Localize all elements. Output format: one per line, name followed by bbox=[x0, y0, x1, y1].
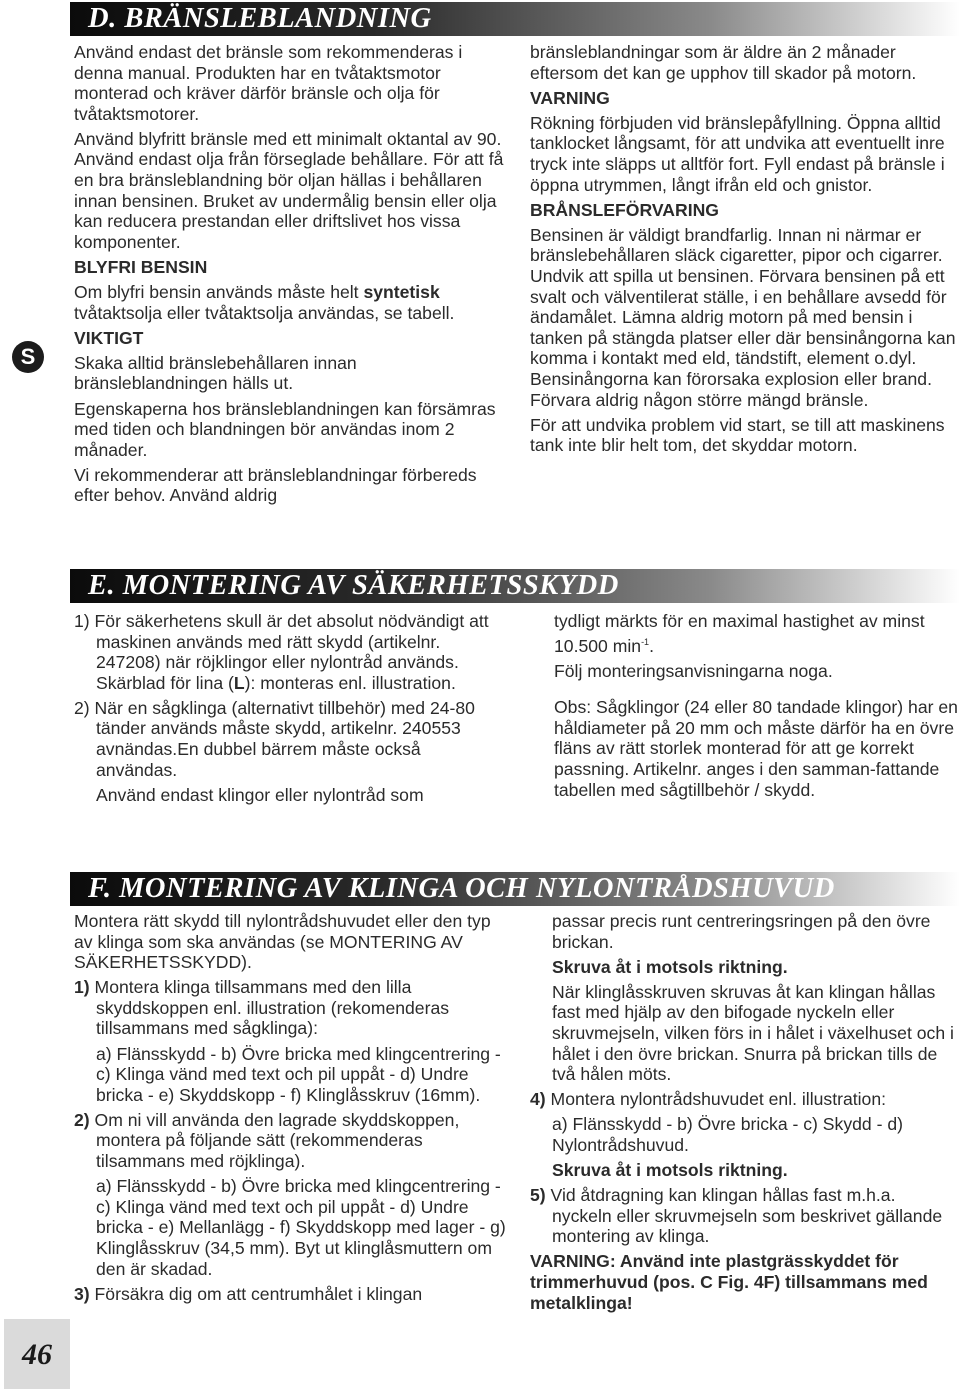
section-e-title: E. MONTERING AV SÄKERHETSSKYDD bbox=[88, 570, 619, 601]
blade-intro-paragraph: Montera rätt skydd till nylontrådshuvudet eller den typ av klinga som ska användas (se MONTERING AV SÄKERHETSSKYDD). bbox=[74, 911, 491, 973]
step-4-parts: a) Flänsskydd - b) Övre bricka - c) Skydd - d) Nylontrådshuvud. bbox=[552, 1114, 903, 1155]
page-number-box bbox=[4, 1319, 70, 1389]
step-2: 2) Om ni vill använda den lagrade skyddskoppen, montera på följande sätt (rekommenderas tilsammans med röjklinga). bbox=[74, 1109, 460, 1172]
section-d-right-column bbox=[530, 42, 960, 460]
step-1: 1) Montera klinga tillsammans med den lilla skyddskoppen enl. illustration (rekomenderas tillsammans med sågklinga): bbox=[74, 977, 450, 1039]
step-1-parts: a) Flänsskydd - b) Övre bricka med klingcentrering - c) Klinga vänd med text och pil uppåt - d) Undre bricka - e) Skyddskopp - f) Klinglåsskruv (16mm). bbox=[96, 1043, 501, 1105]
section-e-left-column bbox=[74, 611, 504, 810]
section-d-title: D. BRÄNSLEBLANDNING bbox=[88, 3, 432, 34]
section-d-banner bbox=[70, 2, 960, 36]
saw-blade-note-paragraph: Obs: Sågklingor (24 eller 80 tandade klingor) har en håldiameter på 20 mm och måste därför ha en övre fläns av rätt storlek monterad för att ge korrekt passning. Artikelnr. anges i den samman-fattande tabellen med sågtillbehör / skydd. bbox=[554, 697, 958, 800]
step-4: 4) Montera nylontrådshuvudet enl. illustration: bbox=[530, 1089, 886, 1110]
prepare-as-needed-paragraph: Vi rekommenderar att bränsleblandningar förbereds efter behov. Använd aldrig bbox=[74, 464, 477, 506]
hold-blade-paragraph: När klinglåsskruven skruvas åt kan klingan hållas fast med hjälp av den bifogade nyckeln eller skruvmejseln, vilken förs in i hålet i växelhuset och i hålet i den övre brickan. Snurra på brickan tills de två hålen möts. bbox=[552, 981, 954, 1085]
follow-instructions-paragraph: Följ monteringsanvisningarna noga. bbox=[554, 660, 833, 681]
guard-item-2: 2) När en sågklinga (alternativt tillbehör) med 24-80 tänder används måste skydd, artikelnr. 240553 avnändas.En dubbel bärrem måste också användas. bbox=[74, 697, 475, 780]
plastic-guard-warning: VARNING: Använd inte plastgrässkyddet för trimmerhuvud (pos. C Fig. 4F) tillsammans med metalklinga! bbox=[530, 1251, 928, 1313]
varning-paragraph: Rökning förbjuden vid bränslepåfyllning. Öppna alltid tanklocket långsamt, för att undvika att eventuellt inre tryck inte släpps ut alltför fort. Fyll endast på bränsle i öppna utrymmen, långt ifrån eld och gnistor. bbox=[530, 112, 945, 195]
fuel-storage-paragraph: Bensinen är väldigt brandfarlig. Innan ni närmar er bränslebehållaren släck cigaretter, pipor och cigarrer. Undvik att spilla ut bensinen. Förvara bensinen på ett svalt och välventilerat ställe, i en behållare avsedd för ändamålet. Lämna aldrig motorn på med bensin i tanken på stängda platser eller där bensinångorna kan komma i kontakt med eld, tändstift, element o.dyl. Bensinångorna kan förorsaka explosion eller brand. Förvara aldrig någon större mängd bränsle. bbox=[530, 224, 956, 410]
section-f-title: F. MONTERING AV KLINGA OCH NYLONTRÅDSHUVUD bbox=[88, 873, 835, 904]
heading-blyfri-bensin: BLYFRI BENSIN bbox=[74, 256, 208, 277]
section-d-left-column bbox=[74, 42, 504, 510]
tighten-note-1: Skruva åt i motsols riktning. bbox=[552, 956, 788, 977]
heading-bransleforvaring: BRÅNSLEFÖRVARING bbox=[530, 199, 719, 220]
shake-container-paragraph: Skaka alltid bränslebehållaren innan bränsleblandningen hälls ut. bbox=[74, 352, 357, 394]
speed-rating-paragraph: tydligt märkts för en maximal hastighet av minst 10.500 $\min^{-1}$. bbox=[554, 611, 925, 656]
old-mixture-paragraph: bränsleblandningar som är äldre än 2 månader eftersom det kan ge upphov till skador på motorn. bbox=[530, 42, 917, 83]
section-f-left-column bbox=[74, 911, 506, 1309]
step-3: 3) Försäkra dig om att centrumhålet i klingan bbox=[74, 1283, 423, 1304]
unleaded-fuel-paragraph: Använd blyfritt bränsle med ett minimalt oktantal av 90. Använd endast olja från förseglade behållare. För att få en bra bränsleblandning bör oljan hällas i behållaren innan bensinen. Bruket av undermålig bensin eller olja kan reducera prestandan eller driftslivet hos vissa komponenter. bbox=[74, 128, 504, 252]
blyfri-paragraph: Om blyfri bensin används måste helt syntetisk tvåtaktsolja eller tvåtaktsolja användas, se tabell. bbox=[74, 282, 455, 323]
language-tab-badge: S bbox=[12, 341, 44, 373]
section-f-right-column bbox=[530, 911, 958, 1318]
section-e-right-column bbox=[554, 611, 959, 805]
section-f-banner bbox=[70, 872, 960, 906]
fuel-intro-paragraph: Använd endast det bränsle som rekommenderas i denna manual. Produkten har en tvåtaktsmotor monterad och kräver därför bränsle och olja för tvåtaktsmotorer. bbox=[74, 42, 463, 124]
mixture-degrades-paragraph: Egenskaperna hos bränsleblandningen kan försämras med tiden och blandningen bör användas inom 2 månader. bbox=[74, 398, 496, 460]
step-2-parts: a) Flänsskydd - b) Övre bricka med klingcentrering - c) Klinga vänd med text och pil uppåt - d) Undre bricka - e) Mellanlägg - f) Skyddskopp med lager - g) Klinglåsskruv (34,5 mm). Byt ut klinglåsmuttern om den är skadad. bbox=[96, 1176, 506, 1279]
heading-viktigt: VIKTIGT bbox=[74, 327, 144, 348]
page-number: 46 bbox=[22, 1338, 52, 1371]
guard-item-2-continuation: Använd endast klingor eller nylontråd som bbox=[96, 784, 424, 805]
step-3-continuation: passar precis runt centreringsringen på den övre brickan. bbox=[552, 911, 931, 952]
heading-varning: VARNING bbox=[530, 87, 610, 108]
start-problems-paragraph: För att undvika problem vid start, se till att maskinens tank inte blir helt tom, det skyddar motorn. bbox=[530, 414, 945, 456]
tighten-note-2: Skruva åt i motsols riktning. bbox=[552, 1160, 788, 1181]
section-e-banner bbox=[70, 569, 960, 603]
guard-item-1: 1) För säkerhetens skull är det absolut nödvändigt att maskinen används med rätt skydd (artikelnr. 247208) när röjklingor eller nylontråd används. Skärblad för lina (L): monteras enl. illustration. bbox=[74, 611, 489, 693]
step-5: 5) Vid åtdragning kan klingan hållas fast m.h.a. nyckeln eller skruvmejseln som beskrivet gällande montering av klinga. bbox=[530, 1185, 943, 1247]
